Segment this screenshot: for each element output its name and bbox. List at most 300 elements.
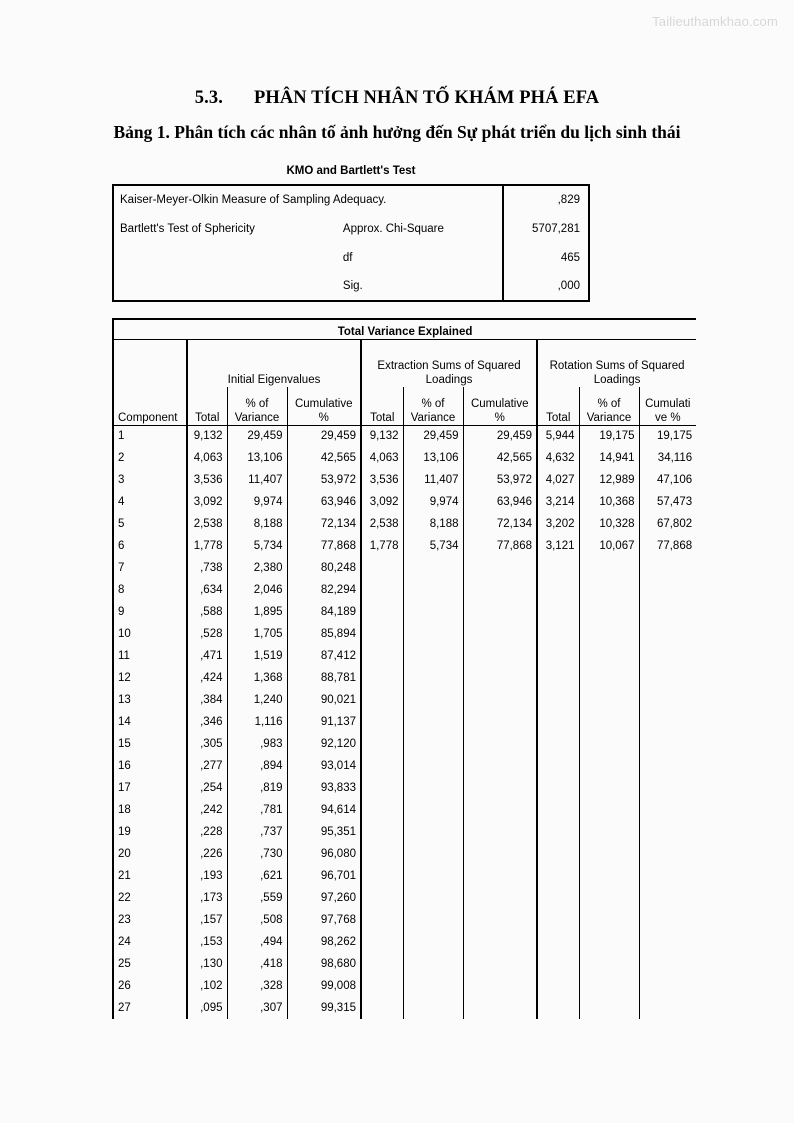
cell-value [579,843,639,865]
table-row [113,645,696,667]
cell-value [639,865,696,887]
cell-value: 93,014 [287,755,361,777]
cell-value: 13,106 [227,447,287,469]
cell-value [463,865,537,887]
cell-value: 91,137 [287,711,361,733]
cell-value [463,843,537,865]
cell-value [361,557,403,579]
watermark-text: Tailieuthamkhao.com [652,14,778,29]
cell-value [403,733,463,755]
cell-value [361,623,403,645]
cell-value: 93,833 [287,777,361,799]
cell-value [361,843,403,865]
cell-value [537,953,579,975]
cell-value [361,909,403,931]
cell-value: 1,778 [361,535,403,557]
cell-value [361,579,403,601]
pct-of-label: % of [245,397,269,410]
cell-component: 19 [113,821,187,843]
cell-value: 47,106 [639,469,696,491]
cell-value: 84,189 [287,601,361,623]
cell-value [537,887,579,909]
kmo-label: Bartlett's Test of Sphericity [113,214,337,243]
cell-value [579,975,639,997]
cell-value [361,689,403,711]
cell-value [361,865,403,887]
cell-value [361,799,403,821]
cell-value [639,623,696,645]
cell-value: 3,092 [187,491,227,513]
cell-value: ,528 [187,623,227,645]
table-caption: Bảng 1. Phân tích các nhân tố ảnh hưởng đến Sự phát triển du lịch sinh thái [113,122,681,142]
cell-value [639,601,696,623]
cell-value: 10,067 [579,535,639,557]
cell-value: ,226 [187,843,227,865]
cell-value: ,193 [187,865,227,887]
cell-value: 99,008 [287,975,361,997]
cell-value [463,975,537,997]
cell-value [639,755,696,777]
cell-value [579,953,639,975]
cumulati-label: Cumulati [645,397,691,410]
col-header-extraction-pct-variance [403,387,463,425]
cell-value [403,887,463,909]
cell-value [403,777,463,799]
cell-value: 72,134 [287,513,361,535]
cell-value: 1,368 [227,667,287,689]
cell-value [639,667,696,689]
col-header-extraction-total: Total [361,387,403,425]
cell-value: 9,132 [187,425,227,447]
cell-value: 11,407 [403,469,463,491]
cell-value: 1,240 [227,689,287,711]
cell-value: ,095 [187,997,227,1019]
cell-value [403,755,463,777]
cell-value: ,228 [187,821,227,843]
col-header-initial-pct-variance [227,387,287,425]
cumulative-label: Cumulative [470,397,529,410]
kmo-table-title: KMO and Bartlett's Test [286,165,416,177]
kmo-label [113,243,337,272]
cell-value [463,601,537,623]
cell-value [579,931,639,953]
table-body [113,425,696,1019]
table-row [113,689,696,711]
cell-value [639,975,696,997]
cell-value: 72,134 [463,513,537,535]
cell-value: 3,092 [361,491,403,513]
cell-value: 82,294 [287,579,361,601]
cell-value [579,667,639,689]
table-row [113,953,696,975]
cell-value: ,738 [187,557,227,579]
cell-value [403,711,463,733]
cell-value: 8,188 [227,513,287,535]
cell-value: ,173 [187,887,227,909]
kmo-sublabel: Approx. Chi-Square [342,222,444,235]
cell-value [639,909,696,931]
cell-value: ,781 [227,799,287,821]
table-row [113,601,696,623]
cell-value: 8,188 [403,513,463,535]
table-row [113,997,696,1019]
cell-value: 2,380 [227,557,287,579]
cumulative-label: Cumulative [294,397,353,410]
cell-value: ,559 [227,887,287,909]
cell-value [361,645,403,667]
table-row [113,425,696,447]
col-header-extraction-cumulative [463,387,537,425]
cell-value: 13,106 [403,447,463,469]
cell-value [361,953,403,975]
cell-value: 1,116 [227,711,287,733]
cell-value [639,799,696,821]
cell-value [579,601,639,623]
cell-value [537,579,579,601]
cell-value [361,931,403,953]
cell-value [639,887,696,909]
cell-value: 53,972 [287,469,361,491]
cell-value [537,909,579,931]
kmo-value: ,000 [503,272,589,301]
cell-value: 12,989 [579,469,639,491]
cell-value: 96,701 [287,865,361,887]
cell-value [579,887,639,909]
table-row [113,711,696,733]
cell-value [361,733,403,755]
cell-value [403,579,463,601]
cell-value: 80,248 [287,557,361,579]
cell-value [537,601,579,623]
cell-component: 24 [113,931,187,953]
cell-value [639,689,696,711]
table-row [113,557,696,579]
kmo-value: 465 [503,243,589,272]
cell-value [639,579,696,601]
section-title: PHÂN TÍCH NHÂN TỐ KHÁM PHÁ EFA [253,88,600,108]
table-row [113,243,589,272]
cell-value: ,130 [187,953,227,975]
cell-value [537,777,579,799]
cell-value [361,601,403,623]
total-variance-explained-table [112,318,696,1019]
cell-value [403,645,463,667]
cell-value: 95,351 [287,821,361,843]
cell-value [463,557,537,579]
col-header-initial-total: Total [187,387,227,425]
cell-value: 97,768 [287,909,361,931]
cell-value [403,821,463,843]
kmo-label [113,272,337,301]
cell-value [639,777,696,799]
cell-value: 9,974 [227,491,287,513]
table-row [113,469,696,491]
kmo-bartlett-table [112,184,590,302]
cell-value [463,799,537,821]
pct-label: % [318,411,329,424]
cell-value: 42,565 [287,447,361,469]
cell-value: 90,021 [287,689,361,711]
cell-value: 98,262 [287,931,361,953]
cell-value [579,755,639,777]
table-title-row [113,319,696,339]
table-row [113,272,589,301]
cell-value [579,689,639,711]
cell-value [579,821,639,843]
cell-value [403,557,463,579]
cell-component: 12 [113,667,187,689]
cell-value [537,755,579,777]
section-number: 5.3. [194,88,223,108]
cell-value: 4,063 [187,447,227,469]
cell-value: 29,459 [463,425,537,447]
cell-component: 20 [113,843,187,865]
cell-value: ,494 [227,931,287,953]
cell-value: ,307 [227,997,287,1019]
col-header-initial-cumulative [287,387,361,425]
cell-value [579,645,639,667]
cell-value: 5,944 [537,425,579,447]
table-row [113,667,696,689]
cell-value: ,305 [187,733,227,755]
cell-value: 10,328 [579,513,639,535]
cell-component: 9 [113,601,187,623]
cell-value [463,887,537,909]
cell-value [361,997,403,1019]
page-title [0,88,794,109]
cell-component: 14 [113,711,187,733]
cell-value [403,667,463,689]
cell-value: 4,063 [361,447,403,469]
cell-value: 3,536 [361,469,403,491]
cell-value: 1,705 [227,623,287,645]
cell-value [537,711,579,733]
table-row [113,733,696,755]
cell-value [463,733,537,755]
cell-value [463,821,537,843]
cell-value [463,755,537,777]
cell-value: ,102 [187,975,227,997]
tve-title: Total Variance Explained [113,319,696,339]
cell-value [537,623,579,645]
cell-value: ,384 [187,689,227,711]
cell-value [537,843,579,865]
cell-value [403,601,463,623]
cell-value: 9,974 [403,491,463,513]
cell-value [639,953,696,975]
cell-value: 94,614 [287,799,361,821]
cell-value: 67,802 [639,513,696,535]
cell-value: 9,132 [361,425,403,447]
group-header-rotation-sums: Rotation Sums of Squared Loadings [537,339,696,387]
cell-value: 77,868 [639,535,696,557]
cell-value [579,557,639,579]
table-head [113,319,696,425]
cell-component: 17 [113,777,187,799]
table-row [113,755,696,777]
cell-value: ,328 [227,975,287,997]
cell-value: 87,412 [287,645,361,667]
group-header-row [113,339,696,387]
cell-component: 23 [113,909,187,931]
cell-value: ,730 [227,843,287,865]
cell-value: 3,202 [537,513,579,535]
cell-value [537,799,579,821]
cell-value: 88,781 [287,667,361,689]
table-row [113,214,589,243]
cell-value [639,843,696,865]
cell-value [639,557,696,579]
table-row [113,843,696,865]
cell-value: 11,407 [227,469,287,491]
cell-component: 5 [113,513,187,535]
cell-component: 27 [113,997,187,1019]
cell-value: ,424 [187,667,227,689]
cell-value [463,689,537,711]
cell-value: 1,519 [227,645,287,667]
table-row [113,975,696,997]
cell-value [403,843,463,865]
cell-value: 3,536 [187,469,227,491]
cell-value [579,777,639,799]
cell-value [463,667,537,689]
cell-value [537,667,579,689]
cell-value: 3,214 [537,491,579,513]
table-row [113,513,696,535]
cell-value: 4,027 [537,469,579,491]
cell-value: 29,459 [403,425,463,447]
column-header-row [113,387,696,425]
cell-value: 63,946 [287,491,361,513]
table-row [113,535,696,557]
cell-value: 85,894 [287,623,361,645]
cell-value [639,645,696,667]
cell-component: 3 [113,469,187,491]
cell-value: 4,632 [537,447,579,469]
cell-value [579,865,639,887]
cell-value: 2,046 [227,579,287,601]
cell-value [403,799,463,821]
cell-value [463,711,537,733]
cell-value [579,623,639,645]
group-header-initial-eigenvalues: Initial Eigenvalues [187,339,361,387]
table-row [113,865,696,887]
cell-value: 19,175 [579,425,639,447]
cell-value [403,975,463,997]
cell-value: ,508 [227,909,287,931]
cell-value [463,953,537,975]
cell-value: ,346 [187,711,227,733]
pct-of-label: % of [597,397,621,410]
cell-component: 13 [113,689,187,711]
variance-label: Variance [410,411,456,424]
table-row [113,579,696,601]
cell-value: 57,473 [639,491,696,513]
cell-value: 96,080 [287,843,361,865]
cell-component: 21 [113,865,187,887]
cell-value [537,997,579,1019]
cell-value [579,799,639,821]
cell-component: 7 [113,557,187,579]
cell-component: 16 [113,755,187,777]
variance-label: Variance [586,411,632,424]
cell-value: 10,368 [579,491,639,513]
cell-value [579,711,639,733]
cell-value: ,819 [227,777,287,799]
cell-value [361,711,403,733]
cell-value [403,931,463,953]
cell-value [403,909,463,931]
table-row [113,931,696,953]
kmo-value: ,829 [503,185,589,214]
cell-value [537,865,579,887]
pct-of-label: % of [421,397,445,410]
cell-value [639,733,696,755]
cell-value [403,865,463,887]
cell-value [403,623,463,645]
cell-value [463,909,537,931]
cell-value [537,975,579,997]
table-row [113,623,696,645]
cell-value [361,821,403,843]
cell-value [579,909,639,931]
cell-value [403,997,463,1019]
cell-value [463,579,537,601]
cell-value: 29,459 [287,425,361,447]
cell-value: ,418 [227,953,287,975]
cell-value: 29,459 [227,425,287,447]
variance-label: Variance [234,411,280,424]
table-row [113,909,696,931]
cell-value: ,277 [187,755,227,777]
cell-value: ,242 [187,799,227,821]
cell-value: 19,175 [639,425,696,447]
cell-value [537,557,579,579]
cell-value: 14,941 [579,447,639,469]
cell-value [361,777,403,799]
cell-component: 26 [113,975,187,997]
total-variance-table-container [112,318,696,1028]
kmo-sublabel: Sig. [337,272,503,301]
cell-value: 63,946 [463,491,537,513]
cell-value: ,983 [227,733,287,755]
cell-value: ,588 [187,601,227,623]
cell-value: ,153 [187,931,227,953]
kmo-label: Kaiser-Meyer-Olkin Measure of Sampling Adequacy. [113,185,503,214]
cell-value [579,733,639,755]
cell-value: 3,121 [537,535,579,557]
cell-value [361,667,403,689]
table-row [113,887,696,909]
cell-value [361,755,403,777]
cell-value: ,621 [227,865,287,887]
cell-value: ,737 [227,821,287,843]
cell-value: 77,868 [287,535,361,557]
cell-component: 25 [113,953,187,975]
cell-value [463,623,537,645]
cell-value [403,689,463,711]
col-header-rotation-total: Total [537,387,579,425]
cell-value: 5,734 [403,535,463,557]
cell-value: 34,116 [639,447,696,469]
table-row [113,185,589,214]
kmo-table-body [113,185,589,301]
cell-component: 18 [113,799,187,821]
cell-value: 92,120 [287,733,361,755]
group-header-extraction-sums: Extraction Sums of Squared Loadings [361,339,537,387]
cell-value [537,645,579,667]
cell-value: 98,680 [287,953,361,975]
